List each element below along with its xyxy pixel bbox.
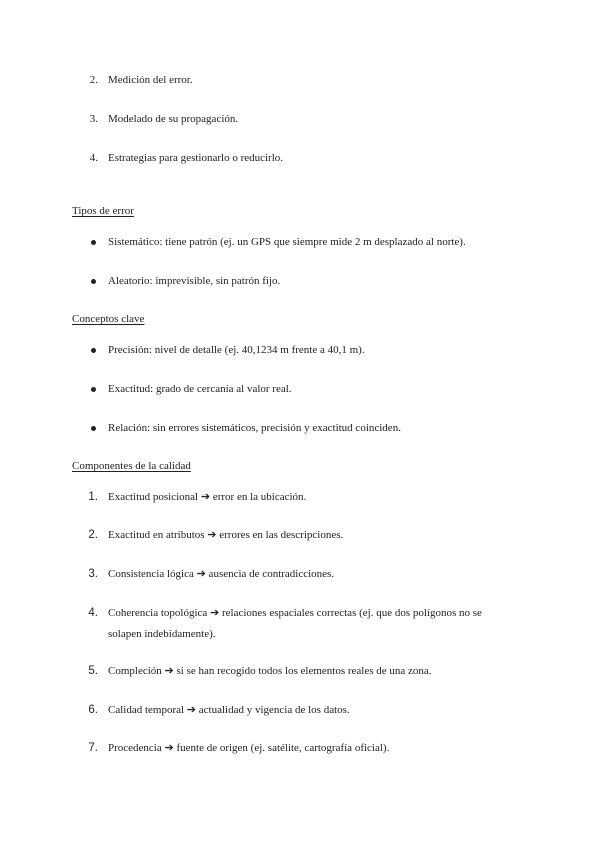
list-number: 1.: [88, 491, 98, 503]
list-item-text: Calidad temporal ➔ actualidad y vigencia de los datos.: [108, 704, 350, 716]
bullet-icon: [91, 426, 96, 431]
list-number: 5.: [88, 665, 98, 677]
list-number: 4.: [88, 607, 98, 619]
list-item-text: Medición del error.: [108, 74, 193, 86]
list-number: 2.: [88, 529, 98, 541]
list-item-text: Sistemático: tiene patrón (ej. un GPS que siempre mide 2 m desplazado al norte).: [108, 236, 466, 248]
list-item-text: Aleatorio: imprevisible, sin patrón fijo.: [108, 275, 281, 287]
list-item-text: Exactitud: grado de cercanía al valor real.: [108, 383, 292, 395]
bullet-icon: [91, 348, 96, 353]
list-item-text: Exactitud posicional ➔ error en la ubicación.: [108, 491, 307, 503]
list-item-text: Modelado de su propagación.: [108, 113, 239, 125]
list-item-text-continuation: solapen indebidamente).: [108, 628, 216, 640]
list-item-text: Coherencia topológica ➔ relaciones espaciales correctas (ej. que dos polígonos no se: [108, 607, 482, 619]
list-item-text: Exactitud en atributos ➔ errores en las descripciones.: [108, 529, 344, 541]
list-number: 6.: [88, 704, 98, 716]
list-number: 7.: [88, 742, 98, 754]
section-heading: Tipos de error: [72, 205, 134, 217]
section-heading: Conceptos clave: [72, 313, 145, 325]
section-heading: Componentes de la calidad: [72, 460, 191, 472]
bullet-icon: [91, 279, 96, 284]
list-item-text: Consistencia lógica ➔ ausencia de contradicciones.: [108, 568, 335, 580]
list-item-text: Estrategias para gestionarlo o reducirlo.: [108, 152, 284, 164]
list-number: 3.: [89, 113, 98, 125]
list-item-text: Compleción ➔ si se han recogido todos los elementos reales de una zona.: [108, 665, 432, 677]
list-number: 2.: [89, 74, 98, 86]
list-item-text: Precisión: nivel de detalle (ej. 40,1234 m frente a 40,1 m).: [108, 344, 365, 356]
bullet-icon: [91, 387, 96, 392]
list-number: 4.: [89, 152, 98, 164]
list-item-text: Procedencia ➔ fuente de origen (ej. satélite, cartografía oficial).: [108, 742, 390, 754]
list-number: 3.: [88, 568, 98, 580]
bullet-icon: [91, 240, 96, 245]
list-item-text: Relación: sin errores sistemáticos, precisión y exactitud coinciden.: [108, 422, 401, 434]
